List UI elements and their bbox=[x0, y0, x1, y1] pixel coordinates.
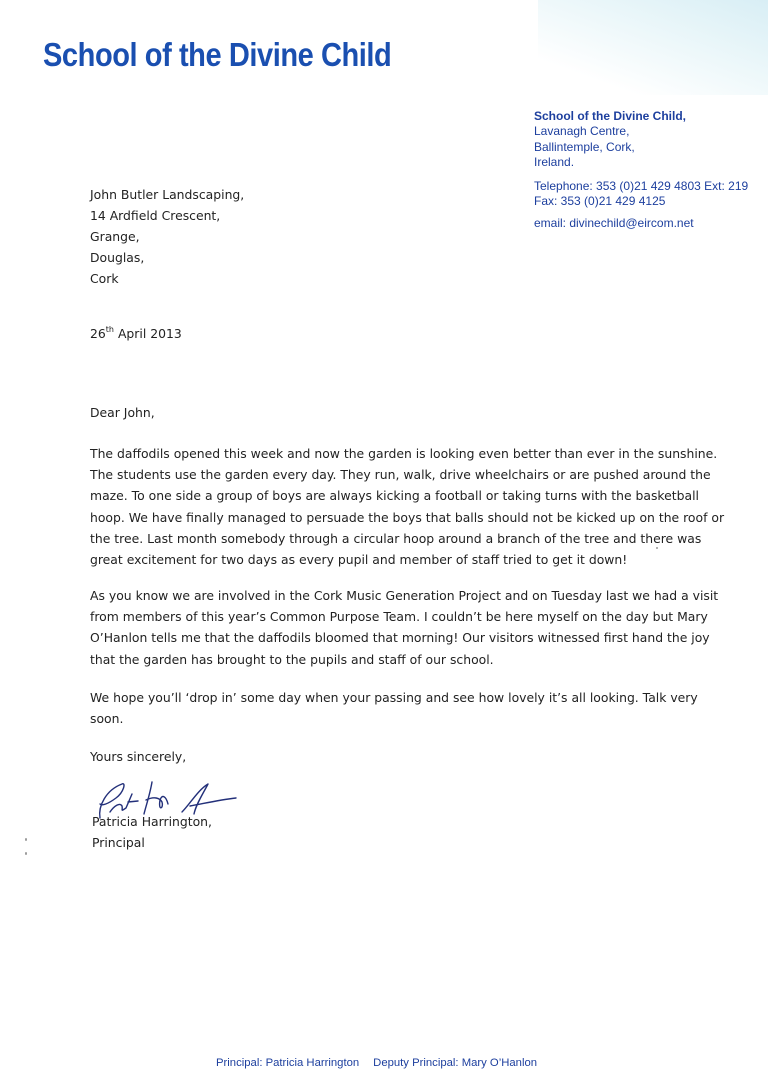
letterhead-address-line: Lavanagh Centre, bbox=[534, 124, 630, 139]
recipient-line: Douglas, bbox=[90, 250, 145, 265]
school-title: School of the Divine Child bbox=[43, 36, 392, 73]
scan-speck bbox=[25, 838, 27, 841]
letter-date bbox=[90, 325, 182, 341]
signer-block bbox=[92, 811, 212, 853]
letterhead-address-line: Ireland. bbox=[534, 154, 575, 169]
footer-principal: Principal: Patricia Harrington bbox=[216, 1057, 360, 1069]
closing: Yours sincerely, bbox=[90, 749, 187, 764]
recipient-line: John Butler Landscaping, bbox=[90, 187, 245, 202]
salutation: Dear John, bbox=[90, 405, 155, 420]
letterhead-email: email: divinechild@eircom.net bbox=[534, 215, 694, 230]
letterhead-fax: Fax: 353 (0)21 429 4125 bbox=[534, 194, 666, 209]
recipient-address bbox=[90, 184, 244, 289]
body-paragraph: The daffodils opened this week and now the garden is looking even better than ever in the sunshine. The students use the garden every day. They run, walk, drive wheelchairs or are pushed around the maze. To one side a group of boys are always kicking a football or taking turns with the basketball hoop. We have finally managed to persuade the boys that balls should not be kicked up on the roof or the tree. Last month somebody through a circular hoop around a branch of the tree and there was great excitement for two days as every pupil and member of staff tried to get it down! bbox=[90, 446, 725, 568]
recipient-line: 14 Ardfield Crescent, bbox=[90, 208, 221, 223]
date-month-year: April 2013 bbox=[114, 326, 182, 341]
letterhead-block bbox=[534, 109, 748, 231]
scan-speck bbox=[656, 547, 658, 549]
scan-speck bbox=[25, 852, 27, 855]
letterhead-school-name: School of the Divine Child, bbox=[534, 109, 687, 123]
header-decoration bbox=[538, 0, 768, 95]
letterhead-telephone: Telephone: 353 (0)21 429 4803 Ext: 219 bbox=[534, 179, 749, 194]
body-paragraph: As you know we are involved in the Cork Music Generation Project and on Tuesday last we had a visit from members of this year’s Common Purpose Team. I couldn’t be here myself on the day but Mary O’Hanlon tells me that the daffodils bloomed that morning! Our visitors witnessed first hand the joy that the garden has brought to the pupils and staff of our school. bbox=[90, 588, 719, 667]
signer-title: Principal bbox=[92, 835, 145, 850]
date-suffix: th bbox=[105, 325, 114, 334]
date-day: 26 bbox=[90, 326, 106, 341]
recipient-line: Cork bbox=[90, 271, 119, 286]
footer bbox=[216, 1057, 537, 1069]
letterhead-address-line: Ballintemple, Cork, bbox=[534, 139, 635, 154]
footer-deputy-principal: Deputy Principal: Mary O’Hanlon bbox=[373, 1057, 538, 1069]
recipient-line: Grange, bbox=[90, 229, 140, 244]
body-paragraph: We hope you’ll ‘drop in’ some day when your passing and see how lovely it’s all looking. Talk very soon. bbox=[90, 690, 698, 727]
signer-name: Patricia Harrington, bbox=[92, 814, 212, 829]
